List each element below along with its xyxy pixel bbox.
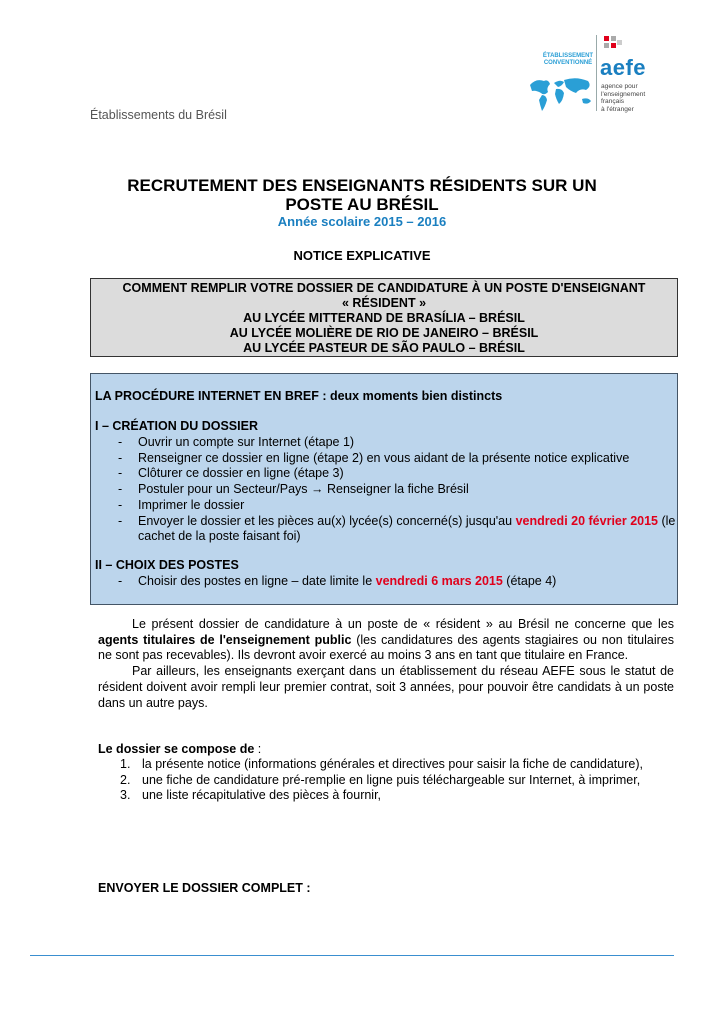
list-item-text: une liste récapitulative des pièces à fournir, xyxy=(142,788,382,803)
section1-title: I – CRÉATION DU DOSSIER xyxy=(95,419,258,433)
paragraph-text: Le présent dossier de candidature à un poste de « résident » au Brésil ne concerne que les xyxy=(132,617,674,631)
list-item-text: la présente notice (informations générales et directives pour saisir la fiche de candidature), xyxy=(142,757,643,771)
list-item xyxy=(91,466,677,482)
procedure-box xyxy=(90,373,678,605)
list-item xyxy=(91,514,677,545)
logo-agency-line: français xyxy=(601,98,625,106)
page-title-line2: POSTE AU BRÉSIL xyxy=(285,195,439,214)
box-line: AU LYCÉE MITTERAND DE BRASÍLIA – BRÉSIL xyxy=(243,311,525,325)
logo-badge xyxy=(540,53,596,67)
box-line: « RÉSIDENT » xyxy=(341,296,427,310)
box-line: AU LYCÉE MOLIÈRE DE RIO DE JANEIRO – BRÉSIL xyxy=(229,326,539,340)
list-item xyxy=(91,451,677,467)
footer-divider xyxy=(30,955,674,956)
section2-list xyxy=(91,574,556,590)
page-subtitle: Année scolaire 2015 – 2016 xyxy=(277,214,447,229)
list-item xyxy=(98,788,674,804)
section2-title: II – CHOIX DES POSTES xyxy=(95,558,239,572)
dossier-heading-rest: : xyxy=(254,742,262,756)
dossier-heading-bold: Le dossier se compose de xyxy=(98,742,255,756)
aefe-logo xyxy=(524,33,664,119)
list-item-text: (le cachet de la poste faisant foi) xyxy=(138,513,676,544)
list-item-text: Clôturer ce dossier en ligne (étape 3) xyxy=(138,466,344,481)
notice-heading: NOTICE EXPLICATIVE xyxy=(293,248,431,263)
paragraph-text: (les candidatures des agents stagiaires ou non titulaires ne sont pas recevables). Ils devront avoir exercé au moins 3 ans en tant que titulaire en France. xyxy=(98,632,674,663)
intro-paragraph xyxy=(98,617,674,711)
page-title-line1: RECRUTEMENT DES ENSEIGNANTS RÉSIDENTS SUR UN xyxy=(127,176,597,195)
procedure-heading: LA PROCÉDURE INTERNET EN BREF : deux moments bien distincts xyxy=(95,389,503,403)
list-item xyxy=(91,435,677,451)
bullet: - xyxy=(118,450,123,465)
list-item-text: une fiche de candidature pré-remplie en ligne puis téléchargeable sur Internet, à imprimer, xyxy=(142,772,641,787)
send-dossier-heading: ENVOYER LE DOSSIER COMPLET : xyxy=(98,881,311,895)
list-item-text: Postuler pour un Secteur/Pays → Renseigner la fiche Brésil xyxy=(138,482,469,497)
bullet: - xyxy=(118,482,123,497)
header-label: Établissements du Brésil xyxy=(90,108,227,122)
list-item xyxy=(91,482,677,498)
deadline-highlight: vendredi 20 février 2015 xyxy=(515,513,659,528)
deadline-highlight: vendredi 6 mars 2015 xyxy=(375,574,503,588)
list-number: 1. xyxy=(120,757,131,771)
instructions-title-box xyxy=(90,278,678,357)
list-item-text: Ouvrir un compte sur Internet (étape 1) xyxy=(138,435,355,449)
bullet: - xyxy=(118,435,123,449)
bullet: - xyxy=(118,574,123,588)
paragraph-bold: agents titulaires de l'enseignement public xyxy=(98,632,352,647)
dossier-list xyxy=(98,757,674,804)
logo-badge-line1: ÉTABLISSEMENT xyxy=(542,53,594,59)
section1-list xyxy=(91,435,677,545)
box-line: COMMENT REMPLIR VOTRE DOSSIER DE CANDIDATURE À UN POSTE D'ENSEIGNANT xyxy=(122,281,646,295)
logo-agency-text xyxy=(601,83,645,113)
dossier-heading xyxy=(98,742,261,756)
world-map-icon xyxy=(526,73,596,113)
list-item xyxy=(91,574,556,590)
list-item-text: Choisir des postes en ligne – date limite le xyxy=(138,574,376,588)
bullet: - xyxy=(118,513,123,528)
list-item-text: Renseigner ce dossier en ligne (étape 2) en vous aidant de la présente notice explicative xyxy=(138,450,630,465)
logo-agency-line: l'enseignement xyxy=(601,90,646,98)
list-item-text: Imprimer le dossier xyxy=(138,497,245,512)
logo-squares-icon xyxy=(603,35,623,53)
bullet: - xyxy=(118,466,123,481)
logo-badge-line2: CONVENTIONNÉ xyxy=(543,60,593,66)
logo-brand: aefe xyxy=(600,55,647,80)
list-item-text: (étape 4) xyxy=(502,574,557,588)
box-line: AU LYCÉE PASTEUR DE SÃO PAULO – BRÉSIL xyxy=(243,341,525,355)
list-item xyxy=(91,498,677,514)
list-item xyxy=(98,773,674,789)
logo-divider xyxy=(596,35,597,111)
paragraph-text: Par ailleurs, les enseignants exerçant dans un établissement du réseau AEFE sous le statut de résident doivent avoir rempli leur premier contrat, soit 3 années, pour pouvoir être candidats à un poste dans un autre pays. xyxy=(98,664,674,710)
list-item xyxy=(98,757,674,773)
bullet: - xyxy=(118,497,123,512)
list-number: 3. xyxy=(120,788,131,803)
list-number: 2. xyxy=(120,772,131,787)
logo-agency-line: à l'étranger xyxy=(601,105,634,113)
logo-agency-line: agence pour xyxy=(601,83,638,90)
list-item-text: Envoyer le dossier et les pièces au(x) lycée(s) concerné(s) jusqu'au xyxy=(138,513,516,528)
